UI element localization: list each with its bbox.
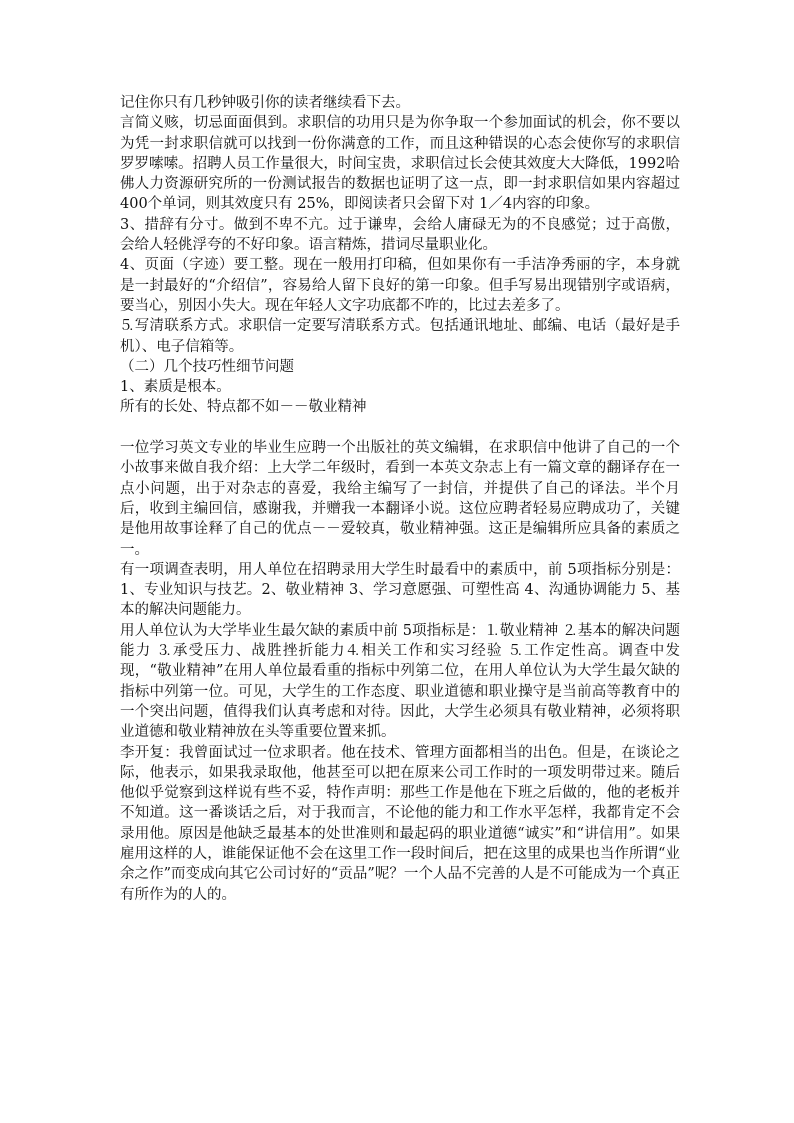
- blank-line: [120, 418, 680, 438]
- document-body: [120, 93, 680, 905]
- paragraph: 有一项调查表明，用人单位在招聘录用大学生时最看中的素质中，前 5项指标分别是：1、专业知识与技艺。2、敬业精神 3、学习意愿强、可塑性高 4、沟通协调能力 5、基本的解决问题能力。: [120, 561, 680, 619]
- paragraph: 言简义赅，切忌面面俱到。求职信的功用只是为你争取一个参加面试的机会，你不要以为凭一封求职信就可以找到一份你满意的工作，而且这种错误的心态会使你写的求职信罗罗嗦嗦。招聘人员工作量很大，时间宝贵，求职信过长会使其效度大大降低，1992哈佛人力资源研究所的一份测试报告的数据也证明了这一点，即一封求职信如果内容超过 400个单词，则其效度只有 25%，即阅读者只会留下对 1／4内容的印象。: [120, 115, 680, 213]
- paragraph: 用人单位认为大学毕业生最欠缺的素质中前 5项指标是：⒈敬业精神 ⒉基本的解决问题能力 ⒊承受压力、战胜挫折能力⒋相关工作和实习经验 ⒌工作定性高。调查中发现，“敬业精神”在用人单位最看重的指标中列第二位，在用人单位认为大学生最欠缺的指标中列第一位。可见，大学生的工作态度、职业道德和职业操守是当前高等教育中的一个突出问题，值得我们认真考虑和对待。因此，大学生必须具有敬业精神，必须将职业道德和敬业精神放在头等重要位置来抓。: [120, 622, 680, 741]
- paragraph: 一位学习英文专业的毕业生应聘一个出版社的英文编辑，在求职信中他讲了自己的一个小故事来做自我介绍：上大学二年级时，看到一本英文杂志上有一篇文章的翻译存在一点小问题，出于对杂志的喜爱，我给主编写了一封信，并提供了自己的译法。半个月后，收到主编回信，感谢我，并赠我一本翻译小说。这位应聘者轻易应聘成功了，关键是他用故事诠释了自己的优点－－爱较真，敬业精神强。这正是编辑所应具备的素质之一。: [120, 440, 680, 558]
- paragraph: ⒌写清联系方式。求职信一定要写清联系方式。包括通讯地址、邮编、电话（最好是手机）、电子信箱等。: [120, 318, 680, 355]
- subsection-heading: 1、素质是根本。: [120, 379, 231, 396]
- paragraph: 李开复：我曾面试过一位求职者。他在技术、管理方面都相当的出色。但是，在谈论之际，他表示，如果我录取他，他甚至可以把在原来公司工作时的一项发明带过来。随后他似乎觉察到这样说有些不妥，特作声明：那些工作是他在下班之后做的，他的老板并不知道。这一番谈话之后，对于我而言，不论他的能力和工作水平怎样，我都肯定不会录用他。原因是他缺乏最基本的处世准则和最起码的职业道德“诚实”和“讲信用”。如果雇用这样的人，谁能保证他不会在这里工作一段时间后，把在这里的成果也当作所谓“业余之作”而变成向其它公司讨好的“贡品”呢？一个人品不完善的人是不可能成为一个真正有所作为的人的。: [120, 744, 680, 903]
- paragraph: 记住你只有几秒钟吸引你的读者继续看下去。: [120, 95, 410, 111]
- subsection-subtitle: 所有的长处、特点都不如－－敬业精神: [120, 399, 367, 416]
- paragraph: 4、页面（字迹）要工整。现在一般用打印稿，但如果你有一手洁净秀丽的字，本身就是一封最好的“介绍信”，容易给人留下良好的第一印象。但手写易出现错别字或语病，要当心，别因小失大。现在年轻人文字功底都不咋的，比过去差多了。: [120, 257, 680, 314]
- paragraph: 3、措辞有分寸。做到不卑不亢。过于谦卑，会给人庸碌无为的不良感觉；过于高傲，会给人轻佻浮夸的不好印象。语言精炼，措词尽量职业化。: [120, 216, 680, 254]
- section-heading: （二）几个技巧性细节问题: [120, 358, 294, 375]
